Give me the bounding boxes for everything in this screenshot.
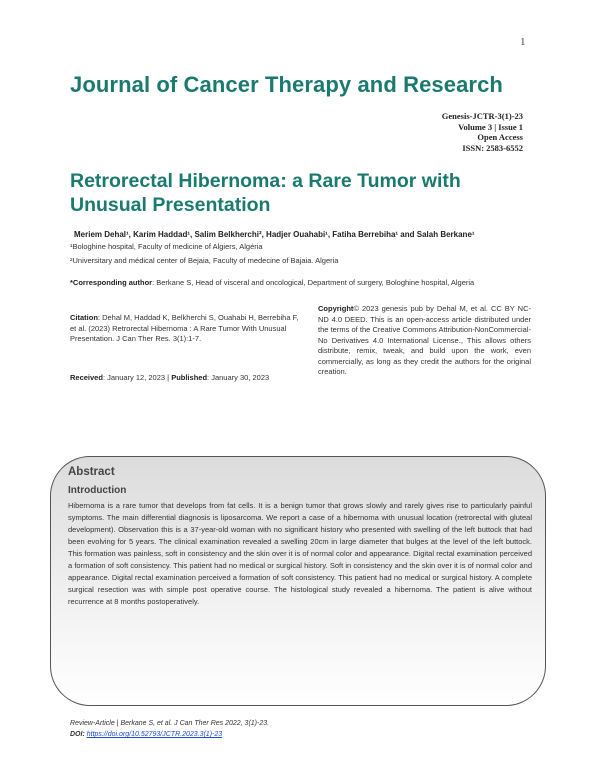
received-date: : January 12, 2023 | — [102, 373, 172, 382]
publication-dates — [70, 373, 300, 384]
abstract-heading: Abstract — [68, 466, 115, 478]
article-title — [70, 169, 510, 217]
page-number: 1 — [520, 36, 526, 48]
published-label: Published — [171, 373, 208, 382]
volume-issue: Volume 3 | Issue 1 — [458, 121, 523, 132]
affiliation-2: ²Universitary and médical center of Bejaia, Faculty of medecine of Bajaia. Algeria — [70, 256, 339, 265]
footer-review-citation: Review-Article | Berkane S, et al. J Can Ther Res 2022, 3(1)-23. — [70, 720, 270, 727]
article-title-line-1: Retrorectal Hibernoma: a Rare Tumor with — [70, 170, 461, 192]
copyright-notice — [318, 304, 531, 378]
corresponding-author-text: : Berkane S, Head of visceral and oncological, Department of surgery, Bologhine hospital, Algeria — [152, 278, 475, 287]
journal-title: Journal of Cancer Therapy and Research — [70, 72, 503, 97]
published-date: : January 30, 2023 — [207, 373, 270, 382]
copyright-label: Copyright — [318, 304, 354, 313]
doi-label: DOI: — [70, 731, 85, 738]
article-code: Genesis-JCTR-3(1)-23 — [441, 111, 523, 121]
article-meta — [442, 111, 523, 153]
citation — [70, 313, 300, 345]
article-title-line-2: Unusual Presentation — [70, 194, 271, 216]
citation-label: Citation — [70, 313, 98, 322]
issn: ISSN: 2583-6552 — [462, 142, 523, 153]
corresponding-author — [70, 278, 532, 288]
author-list: Meriem Dehal¹, Karim Haddad¹, Salim Belkherchi², Hadjer Ouahabi¹, Fatiha Berrebiha¹ and Salah Berkane¹ — [74, 230, 475, 239]
received-label: Received — [70, 373, 103, 382]
abstract-text: Hibernoma is a rare tumor that develops from fat cells. It is a benign tumor that grows slowly and rarely gives rise to particularly painful symptoms. The main differential diagnosis is liposarcoma. We report a case of a hibernoma with unusual location (retrorectal with gluteal development). Observation this is a 37-year-old woman with no significant history who presented with swelling of the left buttock that had been evolving for 5 years. The clinical examination revealed a swelling 20cm in large diameter that bulges at the level of the left buttock. This formation was painless, soft in consistency and the skin over it is of normal color and appearance. Digital rectal examination perceived a formation of soft consistency. This patient had no medical or surgical history. Soft in consistency and the skin over it is of normal color and appearance. Digital rectal examination perceived a formation of soft consistency. This patient had no medical or surgical history. A complete surgical resection was with simple post operative course. The histological study revealed a hibernoma. The patient is alive without recurrence at 8 months postoperatively. — [68, 501, 532, 606]
introduction-heading: Introduction — [68, 485, 127, 496]
citation-text: : Dehal M, Haddad K, Belkherchi S, Ouahabi H, Berrebiha F, et al. (2023) Retrorectal Hibernoma : A Rare Tumor With Unusual Presentation. J Can Ther Res. 3(1):1-7. — [70, 313, 299, 343]
footer-doi — [70, 729, 269, 740]
doi-link[interactable]: https://doi.org/10.52793/JCTR.2023.3(1)-23 — [86, 731, 223, 738]
corresponding-author-label: *Corresponding author — [70, 278, 153, 287]
affiliation-1: ¹Bologhine hospital, Faculty of medicine of Algiers, Algéria — [70, 242, 263, 251]
page-footer — [70, 718, 269, 740]
open-access-label: Open Access — [477, 132, 523, 142]
copyright-text: © 2023 genesis pub by Dehal M, et al. CC BY NC-ND 4.0 DEED. This is an open-access article distributed under the terms of the Creative Commons Attribution-NonCommercial-No Derivatives 4.0 International License., This allows others distribute, remix, tweak, and build upon the work, even commercially, as long as they credit the authors for the original creation. — [318, 304, 531, 376]
